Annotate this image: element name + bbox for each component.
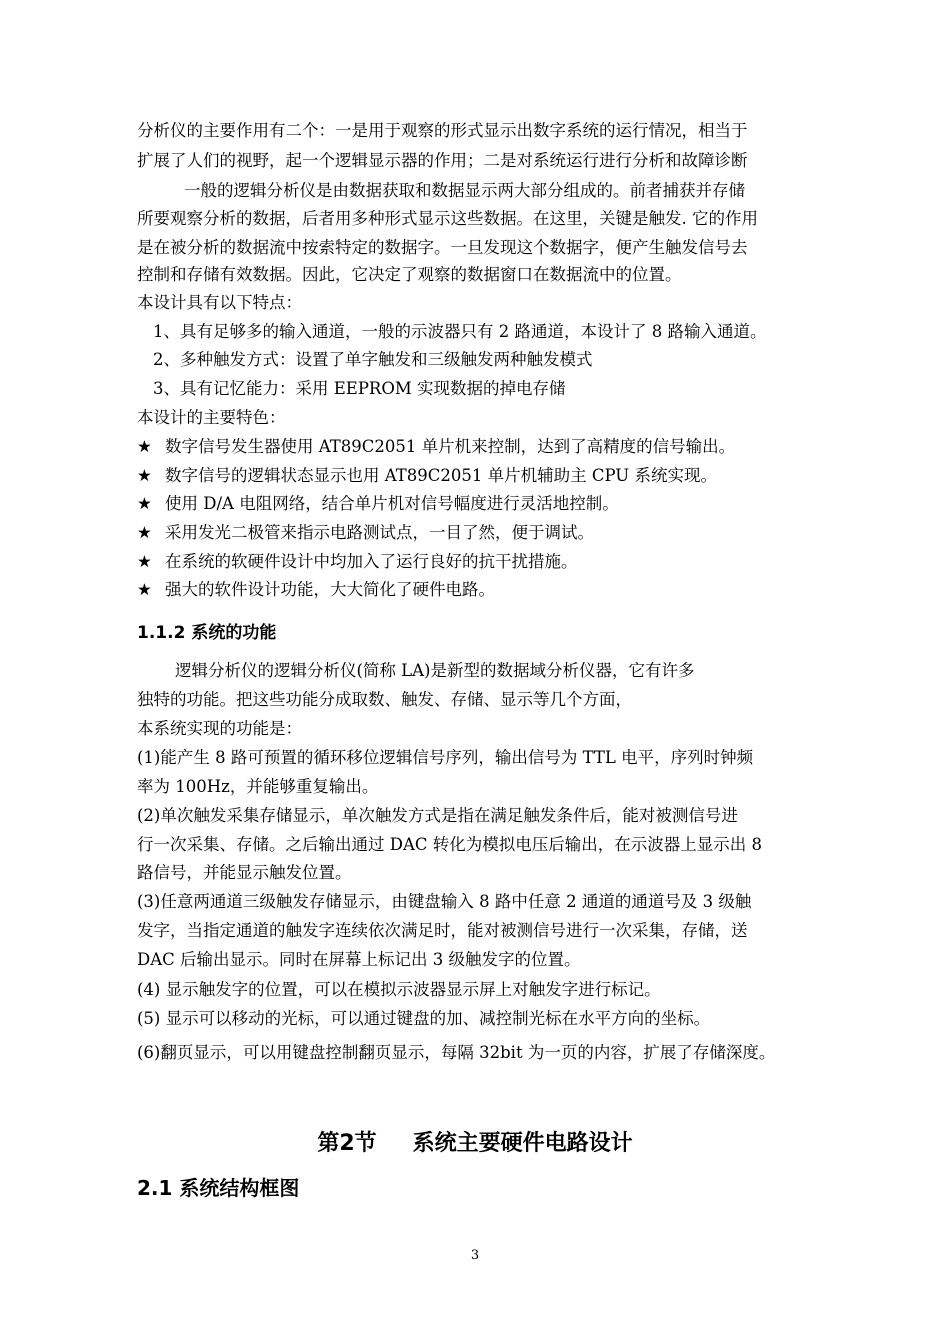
chapter-title: 系统主要硬件电路设计	[412, 1131, 633, 1156]
intro-line-2: 扩展了人们的视野，起一个逻辑显示器的作用；二是对系统运行进行分析和故障诊断	[137, 151, 748, 170]
function-item-3-line: DAC 后输出显示。同时在屏幕上标记出 3 级触发字的位置。	[137, 950, 581, 969]
main-feature-item: ★ 采用发光二极管来指示电路测试点，一目了然，便于调试。	[137, 523, 594, 542]
page-number: 3	[470, 1248, 480, 1263]
main-features-heading: 本设计的主要特色：	[137, 408, 286, 427]
function-item-2-line: (2)单次触发采集存储显示，单次触发方式是指在满足触发条件后，能对被测信号进	[137, 806, 738, 825]
star-bullet-icon: ★	[137, 552, 152, 571]
feature-item: 1、具有足够多的输入通道，一般的示波器只有 2 路通道，本设计了 8 路输入通道。	[153, 322, 767, 341]
function-item-6: (6)翻页显示，可以用键盘控制翻页显示，每隔 32bit 为一页的内容，扩展了存储深度。	[137, 1043, 776, 1062]
intro-line-4: 所要观察分析的数据，后者用多种形式显示这些数据。在这里，关键是触发. 它的作用	[137, 209, 758, 228]
function-item-3-line: (3)任意两通道三级触发存储显示，由键盘输入 8 路中任意 2 通道的通道号及 3 级触	[137, 892, 752, 911]
function-item-1-line: (1)能产生 8 路可预置的循环移位逻辑信号序列，输出信号为 TTL 电平，序列时钟频	[137, 748, 754, 767]
star-bullet-icon: ★	[137, 580, 152, 599]
section-heading-2-1: 2.1 系统结构框图	[137, 1176, 300, 1200]
chapter-number: 第2节	[317, 1131, 377, 1156]
star-bullet-icon: ★	[137, 437, 152, 456]
function-item-3-line: 发字，当指定通道的触发字连续依次满足时，能对被测信号进行一次采集，存储，送	[137, 921, 748, 940]
main-feature-item: ★ 强大的软件设计功能，大大简化了硬件电路。	[137, 580, 495, 599]
star-bullet-icon: ★	[137, 466, 152, 485]
intro-line-6: 控制和存储有效数据。因此，它决定了观察的数据窗口在数据流中的位置。	[137, 265, 682, 284]
function-paragraph-line: 独特的功能。把这些功能分成取数、触发、存储、显示等几个方面，	[137, 690, 632, 709]
feature-item: 2、多种触发方式：设置了单字触发和三级触发两种触发模式	[153, 350, 593, 369]
section-heading-1-1-2: 1.1.2 系统的功能	[137, 623, 277, 643]
star-bullet-icon: ★	[137, 494, 152, 513]
function-paragraph-line: 逻辑分析仪的逻辑分析仪(简称 LA)是新型的数据域分析仪器，它有许多	[175, 661, 695, 680]
intro-line-5: 是在被分析的数据流中按索特定的数据字。一旦发现这个数据字，便产生触发信号去	[137, 238, 748, 257]
main-feature-item: ★ 数字信号的逻辑状态显示也用 AT89C2051 单片机辅助主 CPU 系统实现。	[137, 466, 717, 485]
intro-line-3: 一般的逻辑分析仪是由数据获取和数据显示两大部分组成的。前者捕获并存储	[184, 181, 745, 200]
chapter-heading	[0, 1130, 950, 1158]
function-item-2-line: 行一次采集、存储。之后输出通过 DAC 转化为模拟电压后输出，在示波器上显示出 8	[137, 835, 763, 854]
function-item-4: (4) 显示触发字的位置，可以在模拟示波器显示屏上对触发字进行标记。	[137, 980, 661, 999]
main-feature-item: ★ 数字信号发生器使用 AT89C2051 单片机来控制，达到了高精度的信号输出。	[137, 437, 736, 456]
main-feature-item: ★ 在系统的软硬件设计中均加入了运行良好的抗干扰措施。	[137, 552, 578, 571]
function-item-1-line: 率为 100Hz，并能够重复输出。	[137, 777, 379, 796]
feature-item: 3、具有记忆能力：采用 EEPROM 实现数据的掉电存储	[153, 379, 566, 398]
main-feature-item: ★ 使用 D/A 电阻网络，结合单片机对信号幅度进行灵活地控制。	[137, 494, 619, 513]
function-item-5: (5) 显示可以移动的光标，可以通过键盘的加、减控制光标在水平方向的坐标。	[137, 1009, 711, 1028]
intro-line-1: 分析仪的主要作用有二个：一是用于观察的形式显示出数字系统的运行情况，相当于	[137, 121, 748, 140]
star-bullet-icon: ★	[137, 523, 152, 542]
function-item-2-line: 路信号，并能显示触发位置。	[137, 863, 352, 882]
function-paragraph-line: 本系统实现的功能是：	[137, 719, 302, 738]
features-heading: 本设计具有以下特点：	[137, 293, 302, 312]
